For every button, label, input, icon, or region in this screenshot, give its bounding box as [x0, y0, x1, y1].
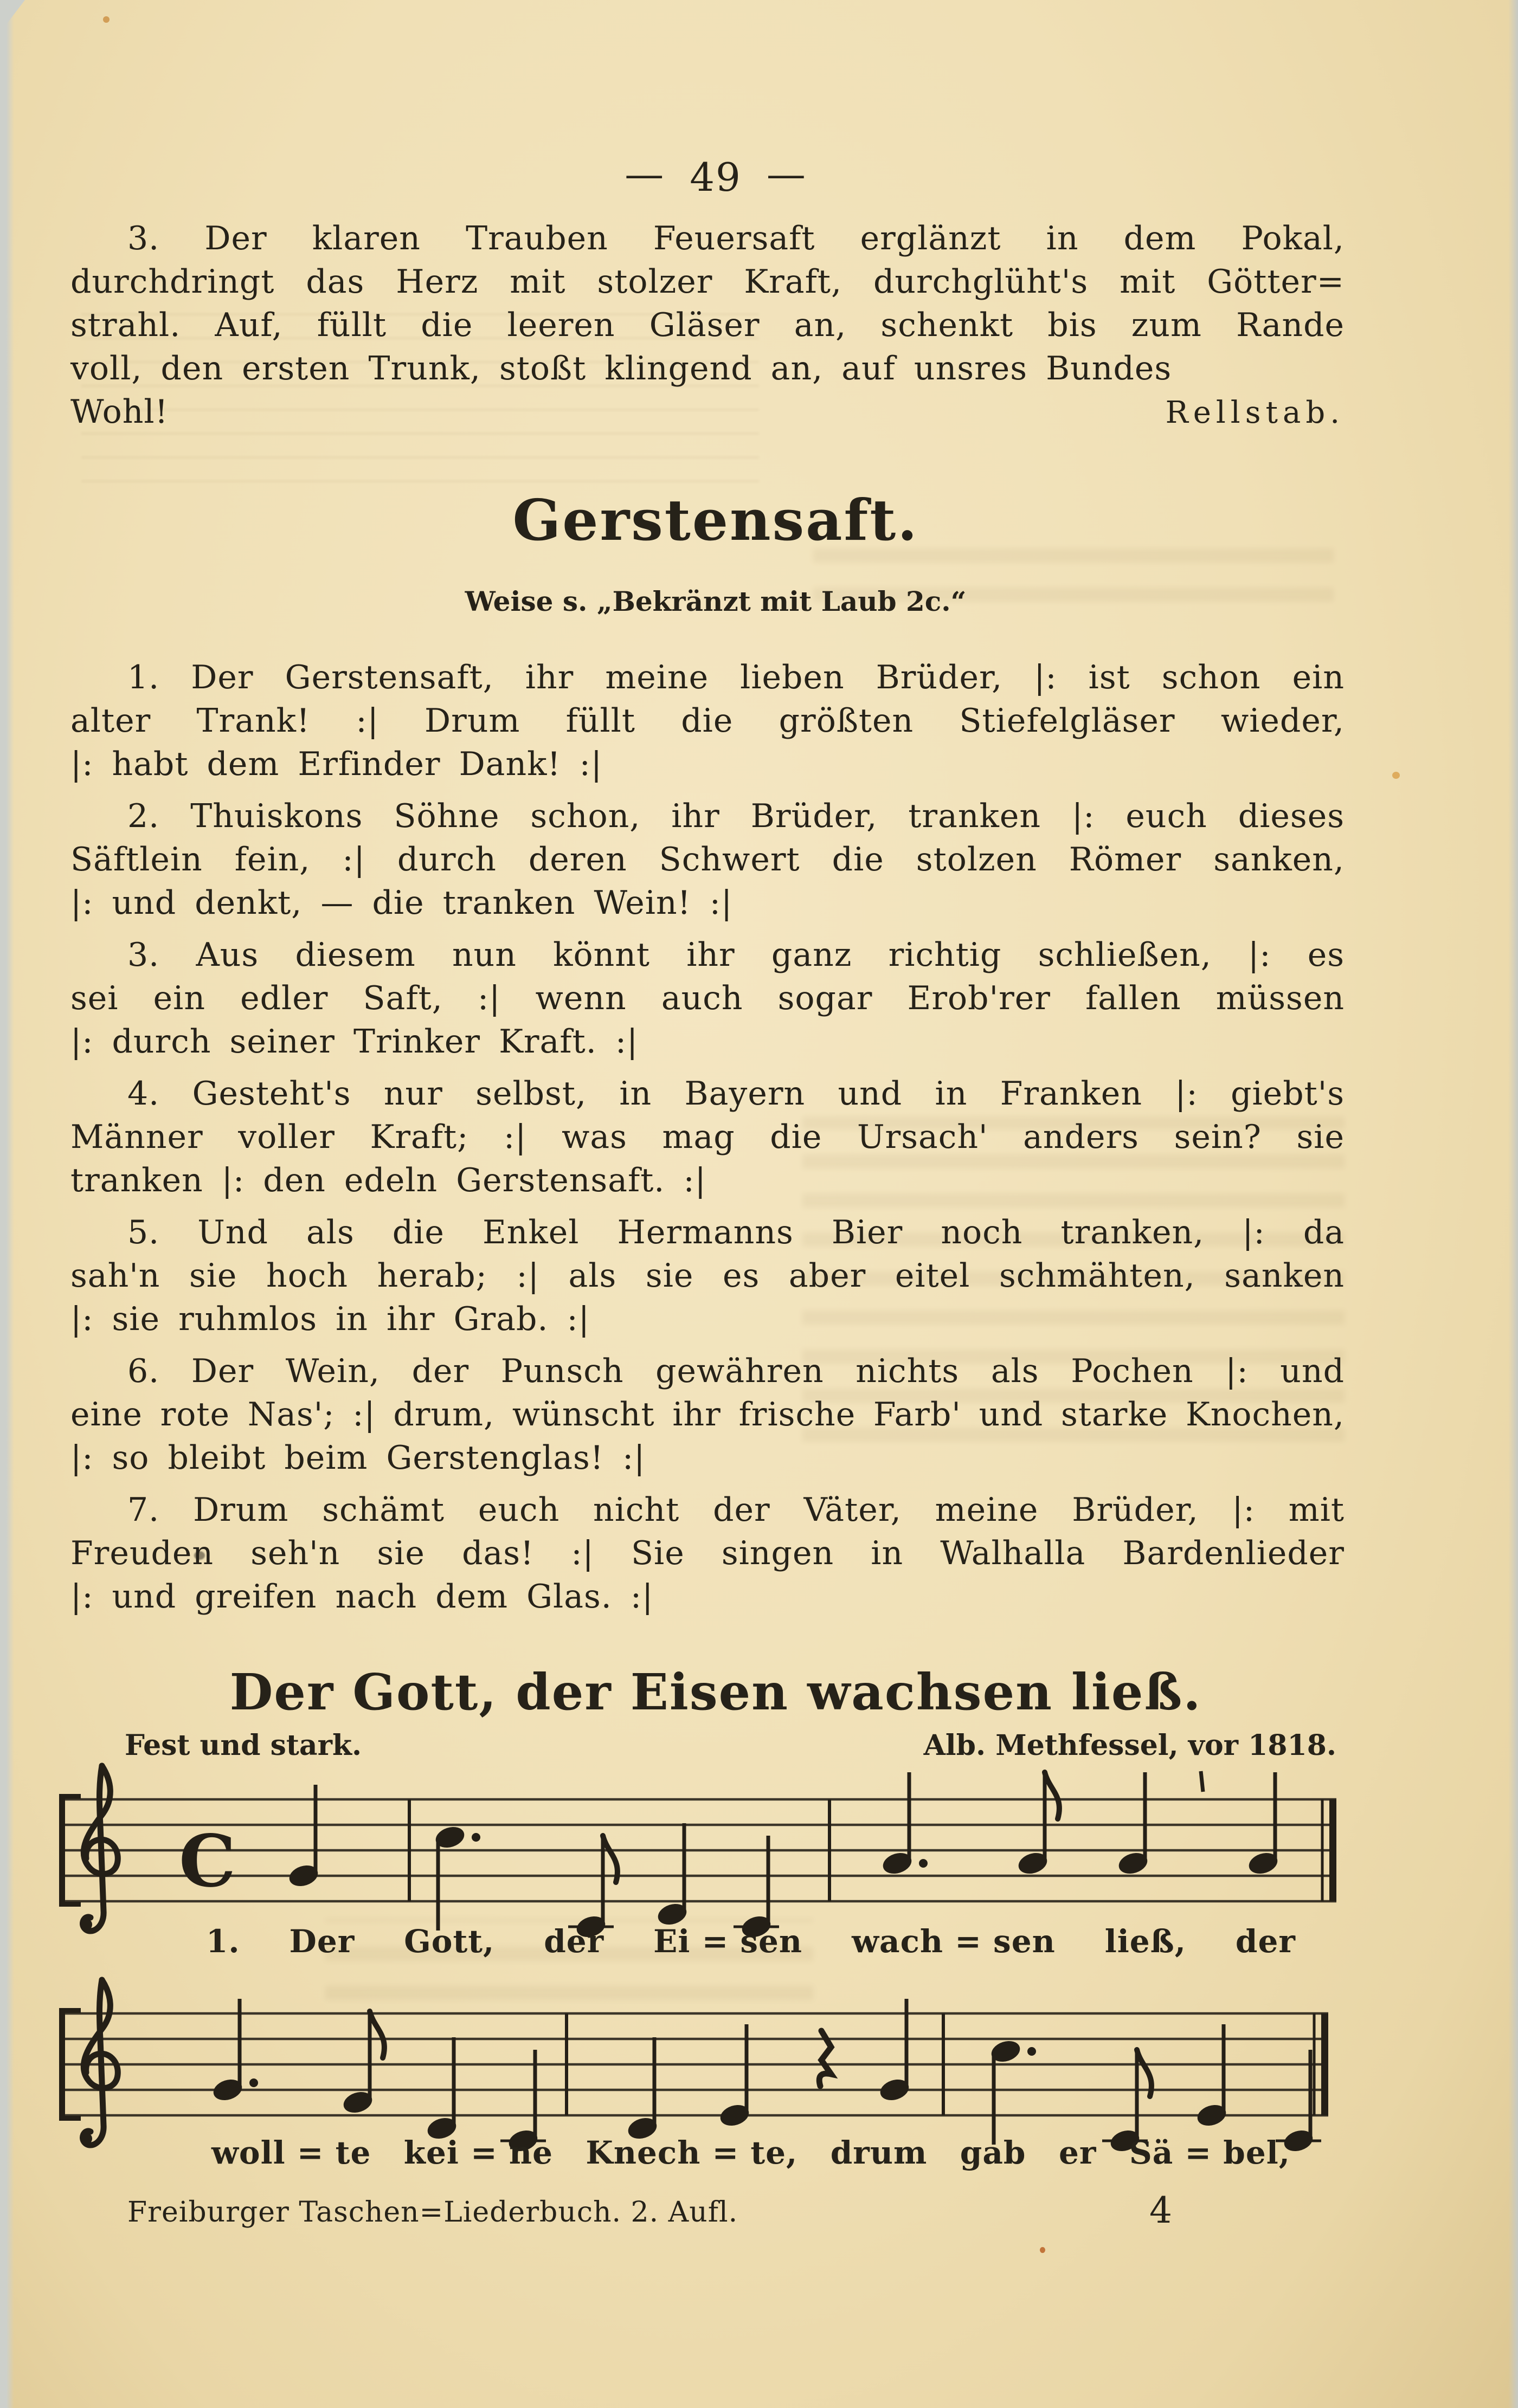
lyric-syllable: wach = sen: [852, 1923, 1056, 1960]
intro-verse-last-words: Wohl!: [70, 393, 169, 431]
print-line: 5. Und als die Enkel Hermanns Bier noch tranken, |: da: [127, 1213, 1345, 1251]
lyric-syllable: Sä = bel,: [1129, 2134, 1290, 2171]
lyric-syllable: Der: [289, 1923, 355, 1960]
song1-tune-note: Weise s. „Bekränzt mit Laub 2c.“: [465, 585, 967, 617]
augmentation-dot: [919, 1859, 928, 1868]
print-line: 2. Thuiskons Söhne schon, ihr Brüder, tranken |: euch dieses: [127, 797, 1345, 835]
lyric-syllable: drum: [830, 2134, 928, 2171]
print-line: |: und denkt, — die tranken Wein! :|: [70, 884, 733, 922]
print-line: |: durch seiner Trinker Kraft. :|: [70, 1023, 639, 1061]
print-line: Männer voller Kraft; :| was mag die Ursach' anders sein? sie: [70, 1118, 1345, 1156]
print-line: strahl. Auf, füllt die leeren Gläser an, schenkt bis zum Rande: [70, 306, 1345, 344]
header-left-dash: —: [625, 151, 665, 197]
intro-verse-lastline: [70, 390, 1345, 434]
print-line: |: habt dem Erfinder Dank! :|: [70, 745, 603, 783]
augmentation-dot: [249, 2078, 258, 2087]
print-line: 7. Drum schämt euch nicht der Väter, meine Brüder, |: mit: [127, 1491, 1345, 1529]
lyric-syllable: woll = te: [211, 2134, 371, 2171]
clef-blob: [80, 2133, 92, 2145]
verse: [70, 933, 1345, 1063]
verse: [70, 1488, 1345, 1618]
intro-verse: [70, 217, 1345, 434]
final-barline-thick: [1321, 2013, 1328, 2115]
signature-mark: 4: [1149, 2190, 1172, 2231]
final-barline-thick: [1329, 1799, 1336, 1901]
system-bracket: [59, 2116, 81, 2121]
lyric-syllable: Gott,: [404, 1923, 495, 1960]
print-line: 3. Aus diesem nun könnt ihr ganz richtig schließen, |: es: [127, 936, 1345, 974]
print-line: 4. Gesteht's nur selbst, in Bayern und in Franken |: giebt's: [127, 1075, 1345, 1113]
print-line: |: sie ruhmlos in ihr Grab. :|: [70, 1300, 590, 1338]
lyric-syllable: 1.: [206, 1923, 240, 1960]
lyrics-line-2: [211, 2134, 1290, 2171]
clef-blob: [80, 1919, 92, 1931]
system-bracket: [59, 2008, 81, 2013]
eighth-flag: [1045, 1772, 1059, 1819]
page-number: 49: [690, 154, 742, 200]
print-line: alter Trank! :| Drum füllt die größten Stiefelgläser wieder,: [70, 702, 1345, 740]
fox-spot: [1040, 2247, 1045, 2253]
song2-title: Der Gott, der Eisen wachsen ließ.: [229, 1663, 1202, 1721]
music-staff-2: [57, 1970, 1358, 2160]
treble-clef-icon: [80, 1766, 118, 1931]
print-line: |: so bleibt beim Gerstenglas! :|: [70, 1439, 646, 1477]
system-bracket: [59, 1794, 81, 1799]
verse: [70, 1211, 1345, 1341]
song1-title: Gerstensaft.: [512, 487, 919, 553]
augmentation-dot: [472, 1833, 480, 1842]
print-line: sei ein edler Saft, :| wenn auch sogar Erob'rer fallen müssen: [70, 979, 1345, 1017]
print-line: sah'n sie hoch herab; :| als sie es aber eitel schmähten, sanken: [70, 1257, 1345, 1295]
scan-edge-right: [1508, 0, 1518, 2408]
music-staff-1: [57, 1756, 1358, 1946]
header-right-dash: —: [766, 151, 807, 197]
breath-mark: [1201, 1771, 1203, 1792]
print-line: 1. Der Gerstensaft, ihr meine lieben Brüder, |: ist schon ein: [127, 659, 1345, 696]
scan-edge-left: [0, 0, 14, 2408]
imprint-footer: Freiburger Taschen=Liederbuch. 2. Aufl.: [127, 2196, 738, 2229]
lyrics-line-1: [206, 1923, 1296, 1960]
lyric-syllable: der: [1235, 1923, 1296, 1960]
print-line: |: und greifen nach dem Glas. :|: [70, 1578, 654, 1616]
fox-spot: [1392, 772, 1400, 779]
verse: [70, 1350, 1345, 1480]
verse: [70, 1072, 1345, 1202]
lyric-syllable: Knech = te,: [586, 2134, 798, 2171]
print-line: Säftlein fein, :| durch deren Schwert die stolzen Römer sanken,: [70, 841, 1345, 879]
system-bracket: [59, 1795, 65, 1906]
eighth-flag: [370, 2011, 384, 2058]
augmentation-dot: [1027, 2047, 1036, 2056]
lyric-syllable: kei = ne: [403, 2134, 553, 2171]
tempo-marking: Fest und stark.: [125, 1729, 362, 1762]
lyric-syllable: Ei = sen: [653, 1923, 803, 1960]
fox-spot: [103, 16, 110, 23]
treble-clef-icon: [80, 1980, 118, 2145]
lyric-syllable: gab: [960, 2134, 1026, 2171]
intro-verse-lines: [70, 217, 1345, 390]
print-line: Freuden seh'n sie das! :| Sie singen in Walhalla Bardenlieder: [70, 1534, 1345, 1572]
print-line: eine rote Nas'; :| drum, wünscht ihr frische Farb' und starke Knochen,: [70, 1396, 1345, 1434]
lyric-syllable: er: [1058, 2134, 1097, 2171]
time-signature: C: [179, 1819, 236, 1903]
system-bracket: [59, 2009, 65, 2120]
lyric-syllable: der: [544, 1923, 604, 1960]
scan-corner: [0, 0, 25, 33]
print-line: durchdringt das Herz mit stolzer Kraft, durchglüht's mit Götter=: [70, 263, 1345, 301]
lyric-syllable: ließ,: [1104, 1923, 1186, 1960]
verse: [70, 656, 1345, 786]
verse: [70, 795, 1345, 925]
page-header: [0, 151, 1431, 200]
song1-verses: [70, 656, 1345, 1627]
print-line: 6. Der Wein, der Punsch gewähren nichts als Pochen |: und: [127, 1352, 1345, 1390]
print-line: tranken |: den edeln Gerstensaft. :|: [70, 1161, 706, 1199]
author-attribution: Rellstab.: [1165, 395, 1345, 430]
print-line: 3. Der klaren Trauben Feuersaft erglänzt in dem Pokal,: [127, 220, 1345, 257]
system-bracket: [59, 1902, 81, 1907]
composer-credit: Alb. Methfessel, vor 1818.: [923, 1729, 1336, 1762]
print-line: voll, den ersten Trunk, stoßt klingend an, auf unsres Bundes: [70, 350, 1172, 388]
